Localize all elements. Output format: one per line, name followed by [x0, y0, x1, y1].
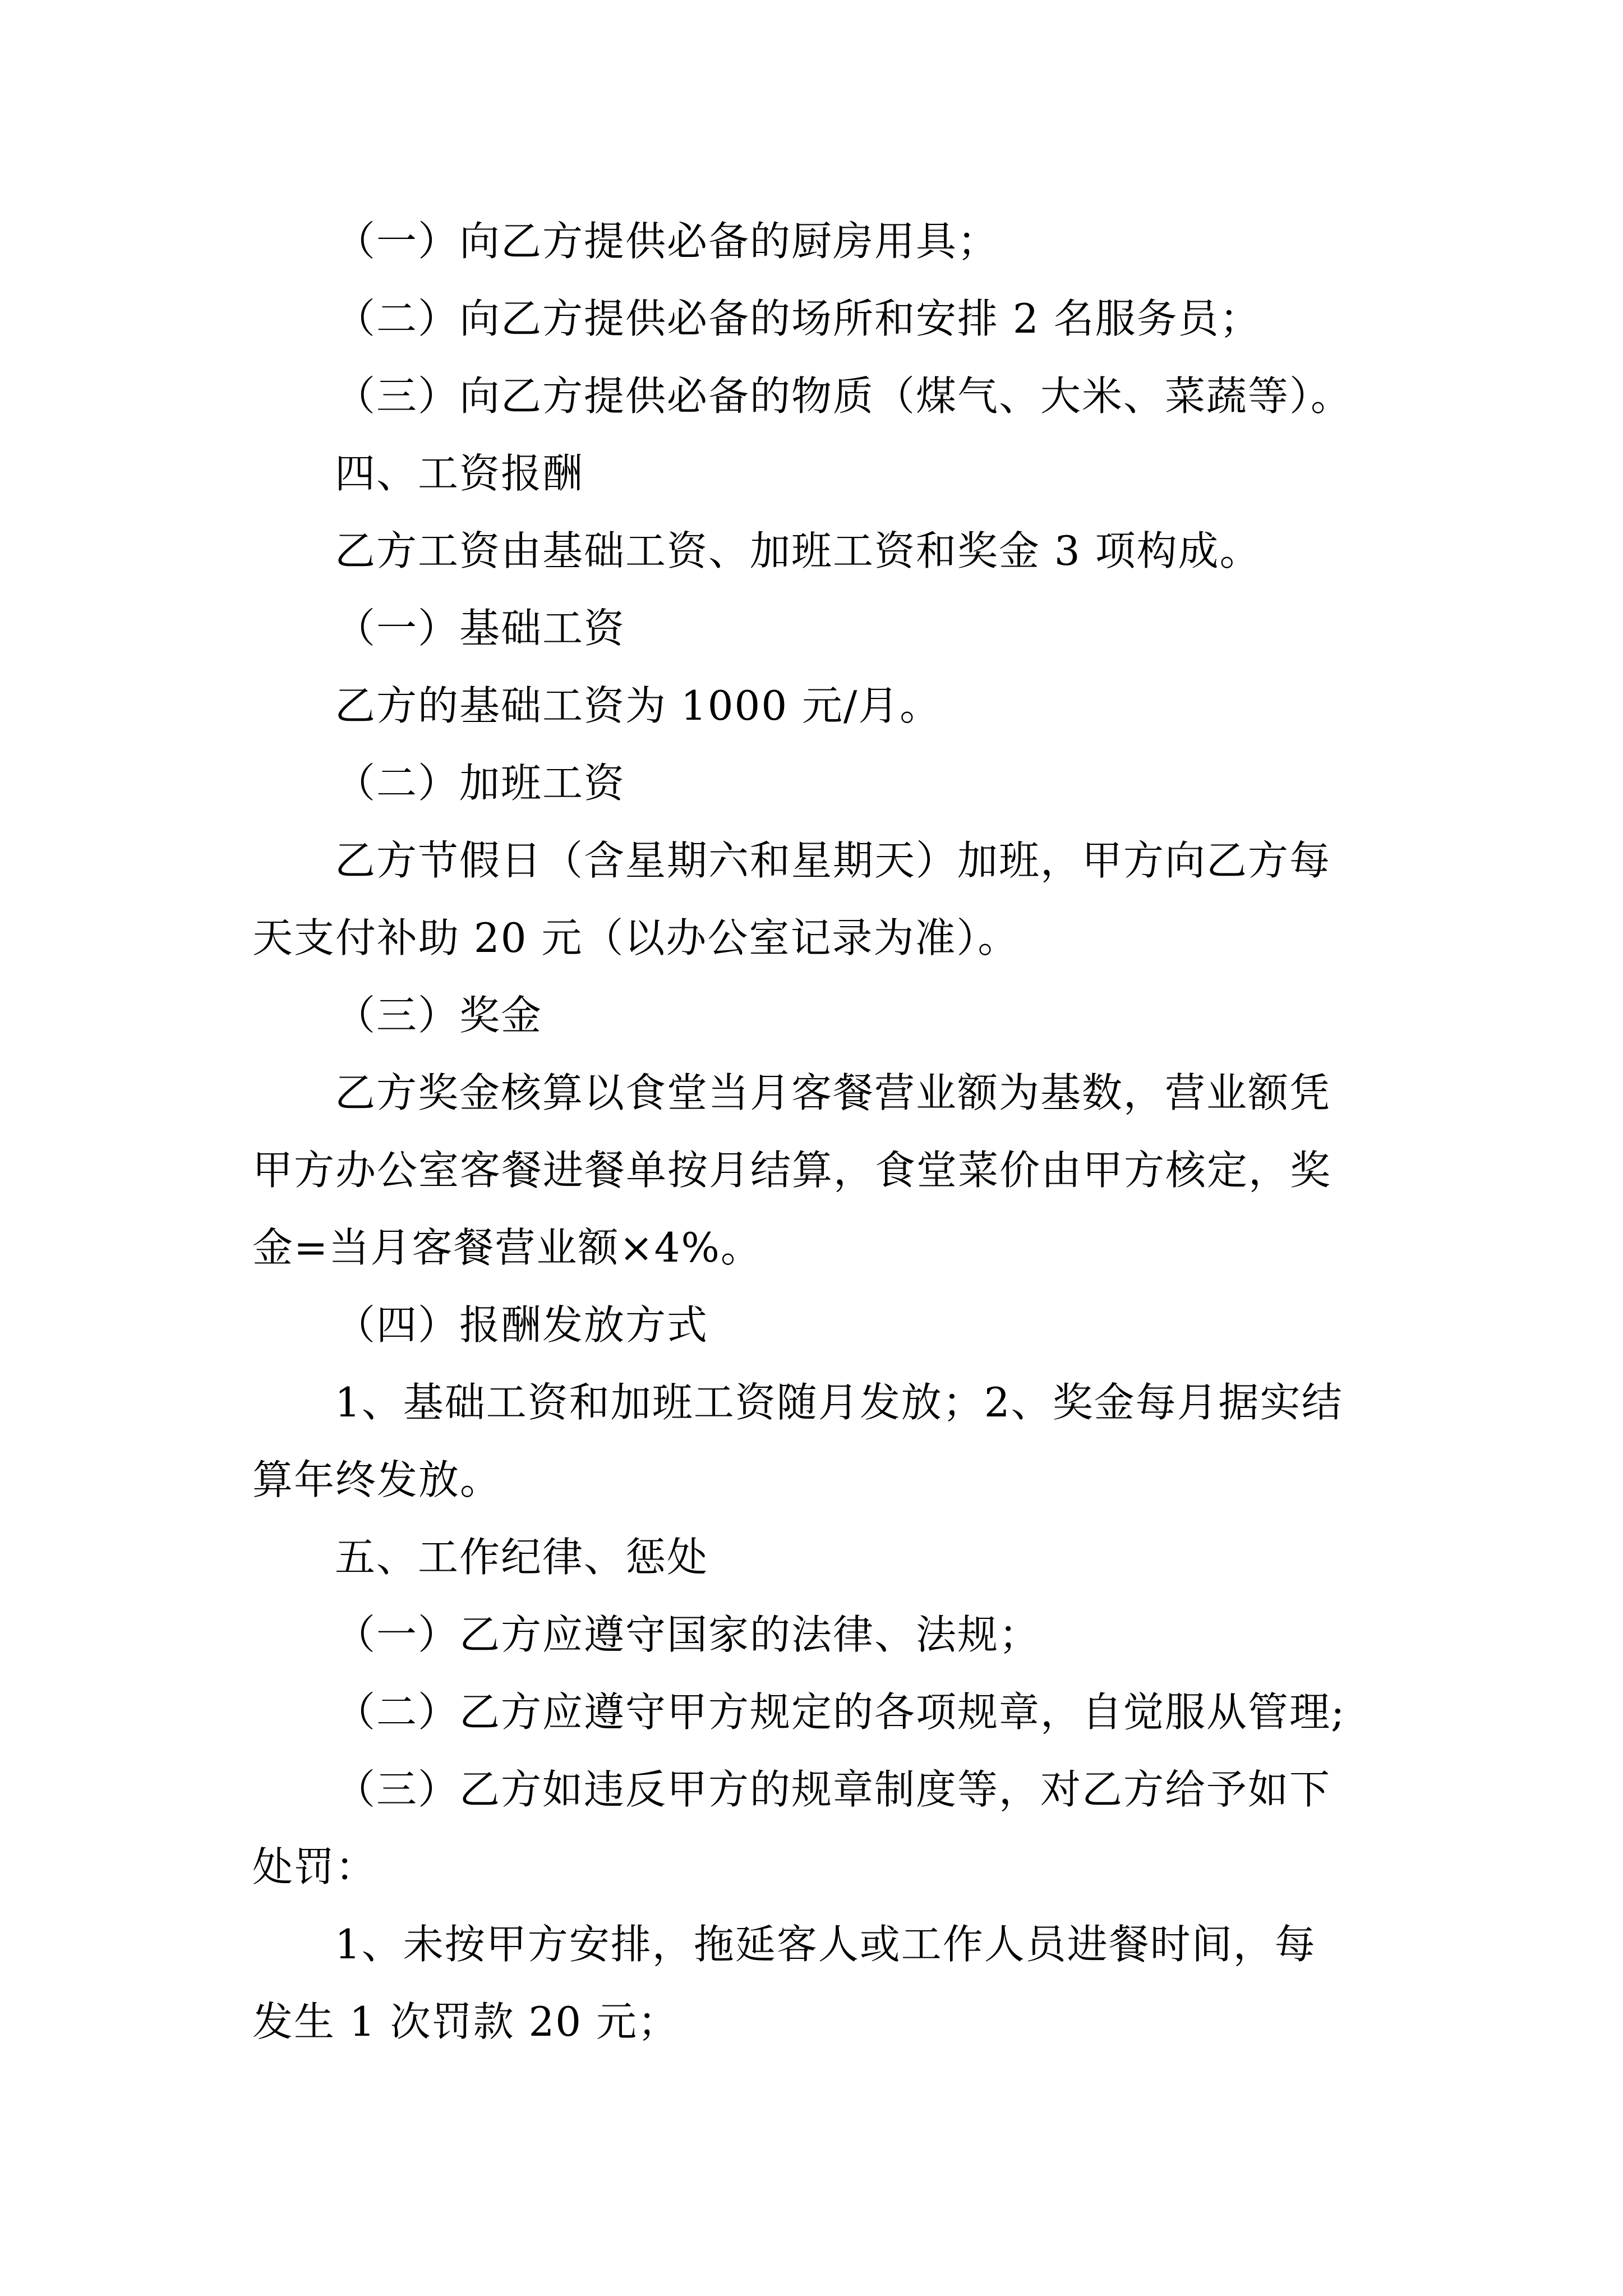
paragraph-line: （二）向乙方提供必备的场所和安排 2 名服务员；: [335, 295, 1261, 342]
paragraph-line: 乙方工资由基础工资、加班工资和奖金 3 项构成。: [335, 527, 1261, 574]
paragraph-line: （三）乙方如违反甲方的规章制度等，对乙方给予如下: [335, 1766, 1331, 1813]
paragraph-line: （三）向乙方提供必备的物质（煤气、大米、菜蔬等）。: [335, 372, 1353, 420]
section-heading: 五、工作纪律、惩处: [335, 1534, 709, 1581]
paragraph-line: （二）乙方应遵守甲方规定的各项规章，自觉服从管理;: [335, 1688, 1346, 1736]
paragraph-line: （一）向乙方提供必备的厨房用具；: [335, 218, 999, 265]
paragraph-line: 算年终发放。: [252, 1456, 502, 1503]
paragraph-line: 1、基础工资和加班工资随月发放；2、奖金每月据实结: [335, 1379, 1343, 1426]
section-heading: 四、工资报酬: [335, 450, 584, 497]
paragraph-line: 金=当月客餐营业额×4%。: [252, 1224, 762, 1271]
paragraph-line: 乙方节假日（含星期六和星期天）加班，甲方向乙方每: [335, 837, 1331, 884]
paragraph-line: 乙方奖金核算以食堂当月客餐营业额为基数，营业额凭: [335, 1069, 1331, 1116]
paragraph-line: 天支付补助 20 元（以办公室记录为准）。: [252, 914, 1020, 961]
subsection-heading: （二）加班工资: [335, 760, 626, 807]
paragraph-line: （一）乙方应遵守国家的法律、法规；: [335, 1611, 1041, 1658]
paragraph-line: 1、未按甲方安排，拖延客人或工作人员进餐时间，每: [335, 1921, 1316, 1968]
paragraph-line: 乙方的基础工资为 1000 元/月。: [335, 682, 942, 729]
paragraph-line: 发生 1 次罚款 20 元；: [252, 1998, 679, 2045]
subsection-heading: （三）奖金: [335, 992, 543, 1039]
subsection-heading: （一）基础工资: [335, 605, 626, 652]
paragraph-line: 甲方办公室客餐进餐单按月结算，食堂菜价由甲方核定，奖: [252, 1147, 1332, 1194]
paragraph-line: 处罚：: [252, 1843, 377, 1890]
subsection-heading: （四）报酬发放方式: [335, 1301, 709, 1349]
